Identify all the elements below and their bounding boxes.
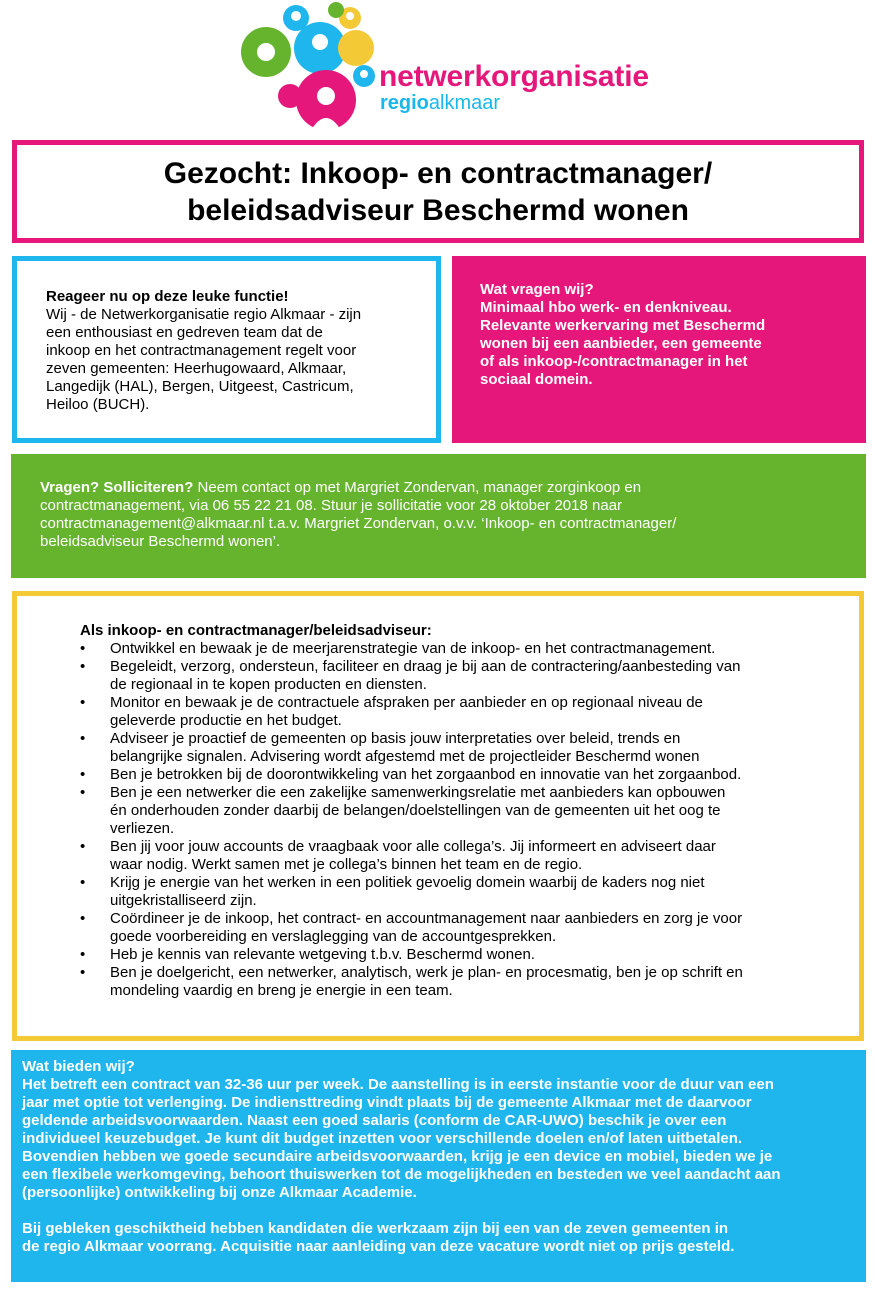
intro-line: inkoop en het contractmanagement regelt voor <box>46 342 357 359</box>
list-item <box>80 964 845 1000</box>
title-line-2: beleidsadviseur Beschermd wonen <box>187 193 689 227</box>
list-item-line: • Ben je betrokken bij de doorontwikkeling van het zorgaanbod en innovatie van het zorgaanbod. <box>110 766 742 783</box>
contact-line: contractmanagement@alkmaar.nl t.a.v. Margriet Zondervan, o.v.v. ‘Inkoop- en contractmanager/ <box>40 515 677 532</box>
logo-region-bold: regio <box>380 92 429 114</box>
list-item <box>80 838 845 874</box>
intro-line: Wij - de Netwerkorganisatie regio Alkmaar - zijn <box>46 306 362 323</box>
offer-line: Bovendien hebben we goede secundaire arbeidsvoorwaarden, krijg je een device en mobiel, bieden we je <box>22 1148 773 1165</box>
contact-heading: Vragen? Solliciteren? <box>40 479 194 496</box>
list-item-line: • Monitor en bewaak je de contractuele afspraken per aanbieder en op regionaal niveau de <box>110 694 703 711</box>
offer-line: (persoonlijke) ontwikkeling bij onze Alkmaar Academie. <box>22 1184 417 1201</box>
logo-region-rest: alkmaar <box>428 92 501 114</box>
requirements-line: Minimaal hbo werk- en denkniveau. <box>480 299 732 316</box>
title-line-1: Gezocht: Inkoop- en contractmanager/ <box>163 156 713 190</box>
list-item <box>80 694 845 730</box>
offer-closing-line: de regio Alkmaar voorrang. Acquisitie naar aanleiding van deze vacature wordt niet op prijs gesteld. <box>22 1238 735 1255</box>
list-item <box>80 946 845 964</box>
role-heading: Als inkoop- en contractmanager/beleidsadviseur: <box>80 622 432 639</box>
contact-line-1-rest: Neem contact op met Margriet Zondervan, manager zorginkoop en <box>193 479 642 496</box>
intro-line: Langedijk (HAL), Bergen, Uitgeest, Castricum, <box>46 378 354 395</box>
offer-box <box>11 1050 866 1282</box>
list-item-line: waar nodig. Werkt samen met je collega’s binnen het team en de regio. <box>110 856 583 873</box>
list-item-line: én onderhouden zonder daarbij de belangen/doelstellingen van de gemeenten uit het oog te <box>110 802 721 819</box>
requirements-heading: Wat vragen wij? <box>480 281 594 298</box>
intro-line: zeven gemeenten: Heerhugowaard, Alkmaar, <box>46 360 347 377</box>
list-item-line: mondeling vaardig en breng je energie in een team. <box>110 982 453 999</box>
list-item <box>80 874 845 910</box>
list-item-line: • Ben je een netwerker die een zakelijke samenwerkingsrelatie met aanbieders kan opbouwen <box>110 784 726 801</box>
intro-line: Heiloo (BUCH). <box>46 396 150 413</box>
list-item <box>80 658 845 694</box>
list-item-line: • Ben jij voor jouw accounts de vraagbaak voor alle collega’s. Jij informeert en adviseert daar <box>110 838 716 855</box>
list-item-line: • Coördineer je de inkoop, het contract- en accountmanagement naar aanbieders en zorg je voor <box>110 910 743 927</box>
list-item <box>80 784 845 838</box>
intro-heading: Reageer nu op deze leuke functie! <box>46 288 289 305</box>
list-item-line: verliezen. <box>110 820 175 837</box>
list-item-line: • Heb je kennis van relevante wetgeving t.b.v. Beschermd wonen. <box>110 946 535 963</box>
intro-line: een enthousiast en gedreven team dat de <box>46 324 323 341</box>
list-item <box>80 910 845 946</box>
list-item-line: • Krijg je energie van het werken in een politiek gevoelig domein waarbij de kaders nog niet <box>110 874 705 891</box>
list-item-line: uitgekristalliseerd zijn. <box>110 892 257 909</box>
list-item-line: • Ontwikkel en bewaak je de meerjarenstrategie van de inkoop- en het contractmanagement. <box>110 640 716 657</box>
requirements-line: of als inkoop-/contractmanager in het <box>480 353 748 370</box>
role-list <box>80 640 845 1000</box>
intro-box <box>12 256 441 443</box>
offer-line: een flexibele werkomgeving, behoort thuiswerken tot de mogelijkheden en besteden we veel aandacht aan <box>22 1166 781 1183</box>
role-box <box>12 591 864 1041</box>
list-item-line: • Adviseer je proactief de gemeenten op basis jouw interpretaties over beleid, trends en <box>110 730 681 747</box>
offer-line: geldende arbeidsvoorwaarden. Naast een goed salaris (conform de CAR-UWO) beschik je over een <box>22 1112 727 1129</box>
offer-heading: Wat bieden wij? <box>22 1058 135 1075</box>
requirements-line: Relevante werkervaring met Beschermd <box>480 317 766 334</box>
list-item <box>80 640 845 658</box>
contact-line <box>40 479 846 497</box>
list-item-line: de regionaal in te kopen producten en diensten. <box>110 676 427 693</box>
offer-line: individueel keuzebudget. Je kunt dit budget inzetten voor verschillende doelen en/of laten uitbetalen. <box>22 1130 743 1147</box>
logo <box>238 0 649 132</box>
offer-closing-line: Bij gebleken geschiktheid hebben kandidaten die werkzaam zijn bij een van de zeven gemeenten in <box>22 1220 729 1237</box>
contact-line: beleidsadviseur Beschermd wonen’. <box>40 533 281 550</box>
list-item-line: goede voorbereiding en verslaglegging van de accountgesprekken. <box>110 928 557 945</box>
requirements-box <box>452 256 866 443</box>
list-item-line: belangrijke signalen. Advisering wordt afgestemd met de projectleider Beschermd wonen <box>110 748 700 765</box>
offer-line: jaar met optie tot verlenging. De indiensttreding vindt plaats bij de gemeente Alkmaar met de daarvoor <box>22 1094 752 1111</box>
list-item <box>80 730 845 766</box>
contact-box <box>11 454 866 578</box>
contact-line: contractmanagement, via 06 55 22 21 08. Stuur je sollicitatie voor 28 oktober 2018 naar <box>40 497 623 514</box>
list-item <box>80 766 845 784</box>
requirements-line: wonen bij een aanbieder, een gemeente <box>480 335 762 352</box>
list-item-line: • Ben je doelgericht, een netwerker, analytisch, werk je plan- en procesmatig, ben je op schrift en <box>110 964 743 981</box>
logo-people-icon <box>238 0 378 132</box>
list-item-line: • Begeleidt, verzorg, ondersteun, faciliteer en draag je bij aan de contractering/aanbesteding van <box>110 658 741 675</box>
logo-region <box>380 92 500 115</box>
requirements-line: sociaal domein. <box>480 371 593 388</box>
page-title <box>164 155 712 229</box>
title-box <box>12 140 864 243</box>
list-item-line: geleverde productie en het budget. <box>110 712 342 729</box>
logo-name: netwerkorganisatie <box>379 60 649 93</box>
offer-line: Het betreft een contract van 32-36 uur per week. De aanstelling is in eerste instantie voor de duur van een <box>22 1076 774 1093</box>
